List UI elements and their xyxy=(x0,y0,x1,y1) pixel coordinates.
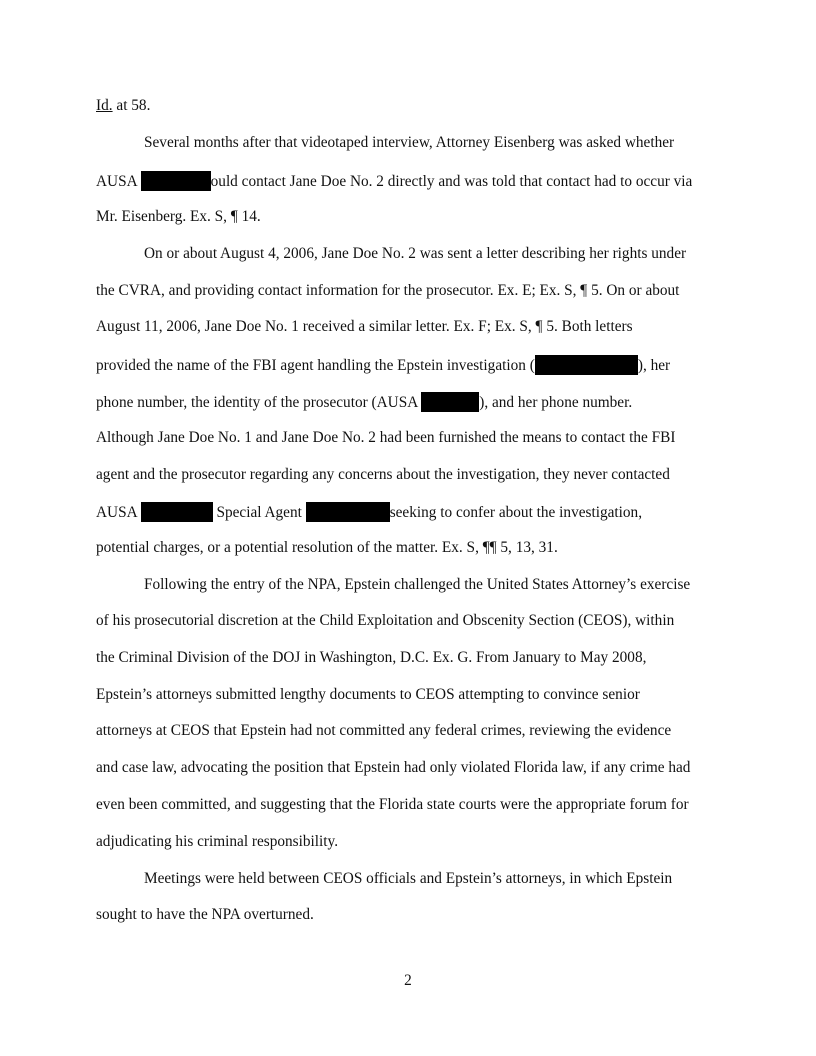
text-segment: provided the name of the FBI agent handling the Epstein investigation ( xyxy=(96,357,535,374)
text-line: attorneys at CEOS that Epstein had not committed any federal crimes, reviewing the evidence xyxy=(96,722,672,739)
text-segment: at 58. xyxy=(112,97,151,114)
paragraph-start: On or about August 4, 2006, Jane Doe No. 2 was sent a letter describing her rights under xyxy=(144,245,687,262)
text-line: Mr. Eisenberg. Ex. S, ¶ 14. xyxy=(96,208,261,225)
text-line xyxy=(96,171,692,191)
paragraph-start: Several months after that videotaped interview, Attorney Eisenberg was asked whether xyxy=(144,134,675,151)
text-segment: ), her xyxy=(637,357,671,374)
text-line: Although Jane Doe No. 1 and Jane Doe No. 2 had been furnished the means to contact the FBI xyxy=(96,429,676,446)
text-line: potential charges, or a potential resolution of the matter. Ex. S, ¶¶ 5, 13, 31. xyxy=(96,539,558,556)
text-line: even been committed, and suggesting that the Florida state courts were the appropriate forum for xyxy=(96,796,689,813)
redaction-box xyxy=(535,355,638,375)
text-segment: ), and her phone number. xyxy=(479,394,633,411)
case-citation: Id. xyxy=(96,97,113,114)
text-line xyxy=(96,355,670,375)
text-line: and case law, advocating the position that Epstein had only violated Florida law, if any crime had xyxy=(96,759,691,776)
text-line: August 11, 2006, Jane Doe No. 1 received a similar letter. Ex. F; Ex. S, ¶ 5. Both letters xyxy=(96,318,633,335)
redaction-box xyxy=(306,502,390,522)
text-line: of his prosecutorial discretion at the Child Exploitation and Obscenity Section (CEOS), within xyxy=(96,612,675,629)
text-segment: seeking to confer about the investigation, xyxy=(389,504,643,521)
text-segment: AUSA xyxy=(96,504,141,521)
text-line: the CVRA, and providing contact information for the prosecutor. Ex. E; Ex. S, ¶ 5. On or about xyxy=(96,282,680,299)
redaction-box xyxy=(141,171,211,191)
text-line: sought to have the NPA overturned. xyxy=(96,906,314,923)
redaction-box xyxy=(421,392,479,412)
text-segment: AUSA xyxy=(96,173,141,190)
text-line: Epstein’s attorneys submitted lengthy documents to CEOS attempting to convince senior xyxy=(96,686,640,703)
paragraph-start: Following the entry of the NPA, Epstein challenged the United States Attorney’s exercise xyxy=(144,576,691,593)
paragraph-start: Meetings were held between CEOS officials and Epstein’s attorneys, in which Epstein xyxy=(144,870,673,887)
text-line xyxy=(96,502,642,522)
text-segment: ould contact Jane Doe No. 2 directly and was told that contact had to occur via xyxy=(210,173,693,190)
page-number: 2 xyxy=(404,972,412,989)
text-segment: Special Agent xyxy=(212,504,306,521)
text-line: agent and the prosecutor regarding any concerns about the investigation, they never contacted xyxy=(96,466,670,483)
text-line: the Criminal Division of the DOJ in Washington, D.C. Ex. G. From January to May 2008, xyxy=(96,649,647,666)
redaction-box xyxy=(141,502,213,522)
text-line xyxy=(96,97,150,115)
text-line xyxy=(96,392,632,412)
text-segment: phone number, the identity of the prosecutor (AUSA xyxy=(96,394,422,411)
text-line: adjudicating his criminal responsibility. xyxy=(96,833,339,850)
